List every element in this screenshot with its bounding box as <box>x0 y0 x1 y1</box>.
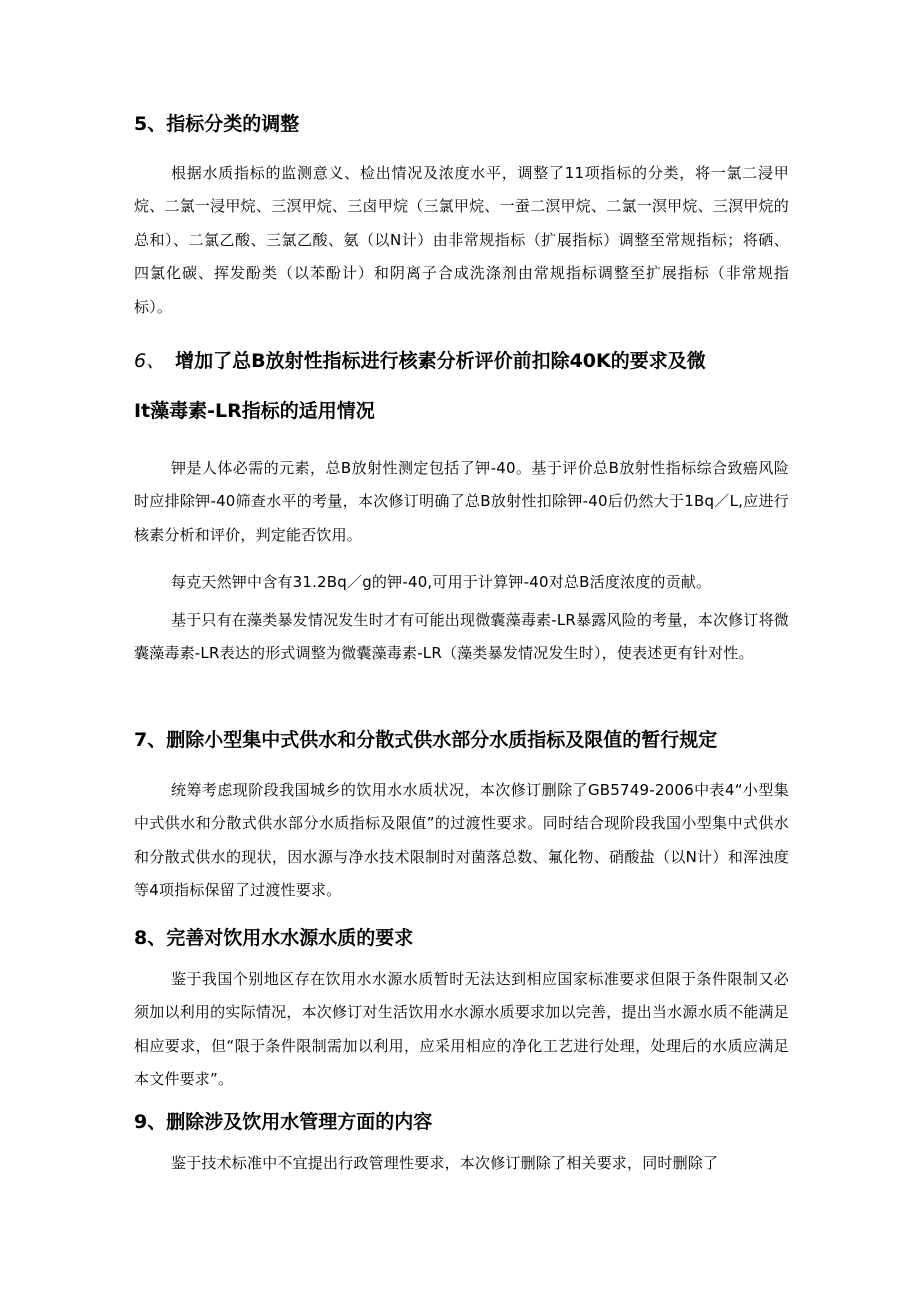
section-number: 8、 <box>134 927 167 949</box>
section-heading-9 <box>134 1102 794 1142</box>
section-heading-7 <box>134 720 794 760</box>
section-number: 9、 <box>134 1111 167 1133</box>
section-heading-6 <box>134 341 794 381</box>
section-number: 7、 <box>134 729 167 751</box>
paragraph: 钾是人体必需的元素，总B放射性测定包括了钾-40。基于评价总B放射性指标综合致癌风险时应排除钾-40筛查水平的考量，本次修订明确了总B放射性扣除钾-40后仍然大于1Bq／L,应进行核素分析和评价，判定能否饮用。 <box>134 459 789 544</box>
section-heading-5 <box>134 104 794 144</box>
paragraph: 统筹考虑现阶段我国城乡的饮用水水质状况，本次修订删除了GB5749-2006中表4“小型集中式供水和分散式供水部分水质指标及限值”的过渡性要求。同时结合现阶段我国小型集中式供水和分散式供水的现状，因水源与净水技术限制时对菌落总数、氟化物、硝酸盐（以N计）和浑浊度等4项指标保留了过渡性要求。 <box>134 781 789 900</box>
section-title: 指标分类的调整 <box>166 113 300 135</box>
section-number: 5、 <box>134 113 167 135</box>
section-title-line1: 增加了总B放射性指标进行核素分析评价前扣除40K的要求及微 <box>175 350 706 372</box>
section-number: 6、 <box>134 350 166 372</box>
section-heading-6-cont <box>134 391 794 431</box>
section-title-line2: It藻毒素-LR指标的适用情况 <box>134 400 375 422</box>
paragraph: 每克天然钾中含有31.2Bq／g的钾-40,可用于计算钾-40对总B活度浓度的贡献。 <box>171 573 712 591</box>
section-heading-8 <box>134 918 794 958</box>
section-title: 删除涉及饮用水管理方面的内容 <box>166 1111 433 1133</box>
paragraph: 鉴于技术标准中不宜提出行政管理性要求，本次修订删除了相关要求，同时删除了 <box>171 1154 719 1172</box>
paragraph: 鉴于我国个别地区存在饮用水水源水质暂时无法达到相应国家标准要求但限于条件限制又必须加以利用的实际情况，本次修订对生活饮用水水源水质要求加以完善，提出当水源水质不能满足相应要求，但“限于条件限制需加以利用，应采用相应的净化工艺进行处理，处理后的水质应满足本文件要求”。 <box>134 970 789 1089</box>
paragraph: 根据水质指标的监测意义、检出情况及浓度水平，调整了11项指标的分类，将一氯二浸甲烷、二氯一浸甲烷、三溟甲烷、三卤甲烷（三氯甲烷、一蚕二溟甲烷、二氯一溟甲烷、三溟甲烷的总和）、二氯乙酸、三氯乙酸、氨（以N计）由非常规指标（扩展指标）调整至常规指标；将硒、四氯化碳、挥发酚类（以苯酚计）和阴离子合成洗涤剂由常规指标调整至扩展指标（非常规指标）。 <box>134 164 789 316</box>
paragraph: 基于只有在藻类暴发情况发生时才有可能出现微囊藻毒素-LR暴露风险的考量，本次修订将微囊藻毒素-LR表达的形式调整为微囊藻毒素-LR（藻类暴发情况发生时），使表述更有针对性。 <box>134 611 789 663</box>
section-title: 完善对饮用水水源水质的要求 <box>166 927 414 949</box>
section-title: 删除小型集中式供水和分散式供水部分水质指标及限值的暂行规定 <box>166 729 718 751</box>
